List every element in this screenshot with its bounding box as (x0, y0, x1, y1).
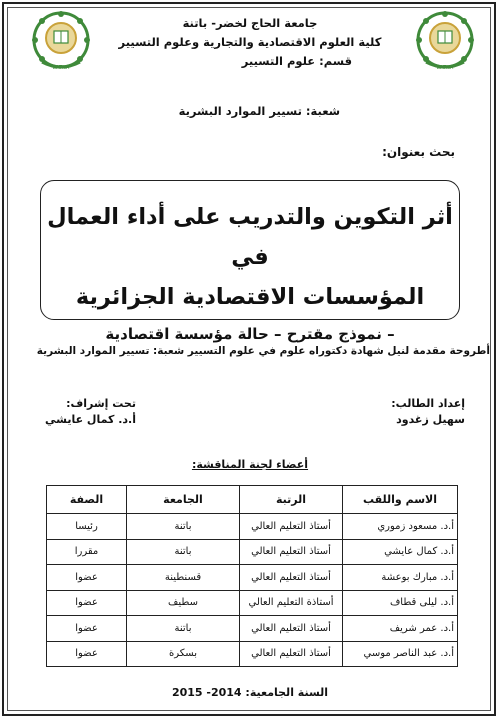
member-role: عضوا (47, 590, 127, 616)
member-name: أ.د. مسعود زموري (343, 514, 458, 540)
column-header: الجامعة (127, 486, 240, 514)
table-row (47, 590, 458, 616)
logo-caption: BATNA (52, 65, 70, 71)
member-university: سطيف (127, 590, 240, 616)
thesis-title-line-1: أثر التكوين والتدريب على أداء العمال في (47, 204, 453, 270)
column-header: الاسم واللقب (343, 486, 458, 514)
member-rank: أستاذة التعليم العالي (240, 590, 343, 616)
supervisor-block (45, 396, 136, 428)
table-row (47, 539, 458, 565)
faculty-name: كلية العلوم الاقتصادية والتجارية وعلوم التسيير (118, 35, 382, 49)
member-name: أ.د. كمال عايشي (343, 539, 458, 565)
member-rank: أستاذ التعليم العالي (240, 641, 343, 667)
member-rank: أستاذ التعليم العالي (240, 616, 343, 642)
member-university: بسكرة (127, 641, 240, 667)
member-university: باتنة (127, 514, 240, 540)
table-row (47, 641, 458, 667)
table-row (47, 514, 458, 540)
committee-table (46, 485, 458, 667)
prepared-by-block (391, 396, 465, 428)
member-role: عضوا (47, 565, 127, 591)
academic-year: السنة الجامعية: 2014- 2015 (171, 686, 329, 699)
column-header: الصفة (47, 486, 127, 514)
member-name: أ.د. عبد الناصر موسي (343, 641, 458, 667)
logo-caption: BATNA (436, 65, 454, 71)
member-role: رئيسا (47, 514, 127, 540)
member-university: قسنطينة (127, 565, 240, 591)
table-row (47, 565, 458, 591)
member-name: أ.د. ليلى قطاف (343, 590, 458, 616)
thesis-title (41, 181, 459, 317)
institution-header (100, 14, 400, 71)
column-header: الرتبة (240, 486, 343, 514)
table-header-row (47, 486, 458, 514)
member-role: عضوا (47, 616, 127, 642)
university-name: جامعة الحاج لخضر- باتنة (182, 16, 318, 30)
supervisor-name: أ.د. كمال عايشي (45, 413, 136, 426)
research-label: بحث بعنوان: (382, 145, 455, 159)
department-name: قسم: علوم التسيير (241, 54, 352, 68)
member-rank: أستاذ التعليم العالي (240, 539, 343, 565)
table-row (47, 616, 458, 642)
specialty-line: شعبة: تسيير الموارد البشرية (178, 104, 340, 118)
member-university: باتنة (127, 616, 240, 642)
student-name: سهيل زغدود (396, 413, 465, 426)
member-name: أ.د. مبارك بوعشة (343, 565, 458, 591)
thesis-statement: أطروحة مقدمة لنيل شهادة دكتوراه علوم في علوم التسيير شعبة: تسيير الموارد البشرية (36, 345, 490, 357)
member-rank: أستاذ التعليم العالي (240, 514, 343, 540)
university-emblem-icon (414, 10, 476, 72)
title-box (40, 180, 460, 343)
thesis-subtitle: – نموذج مقترح – حالة مؤسسة اقتصادية (105, 325, 395, 343)
member-university: باتنة (127, 539, 240, 565)
prepared-by-label: إعداد الطالب: (391, 397, 465, 410)
university-emblem-icon (30, 10, 92, 72)
member-role: مقررا (47, 539, 127, 565)
member-name: أ.د. عمر شريف (343, 616, 458, 642)
thesis-title-line-2: المؤسسات الاقتصادية الجزائرية (75, 284, 425, 310)
member-role: عضوا (47, 641, 127, 667)
committee-title: أعضاء لجنة المناقشة: (191, 458, 309, 471)
supervisor-label: تحت إشراف: (66, 397, 136, 410)
member-rank: أستاذ التعليم العالي (240, 565, 343, 591)
